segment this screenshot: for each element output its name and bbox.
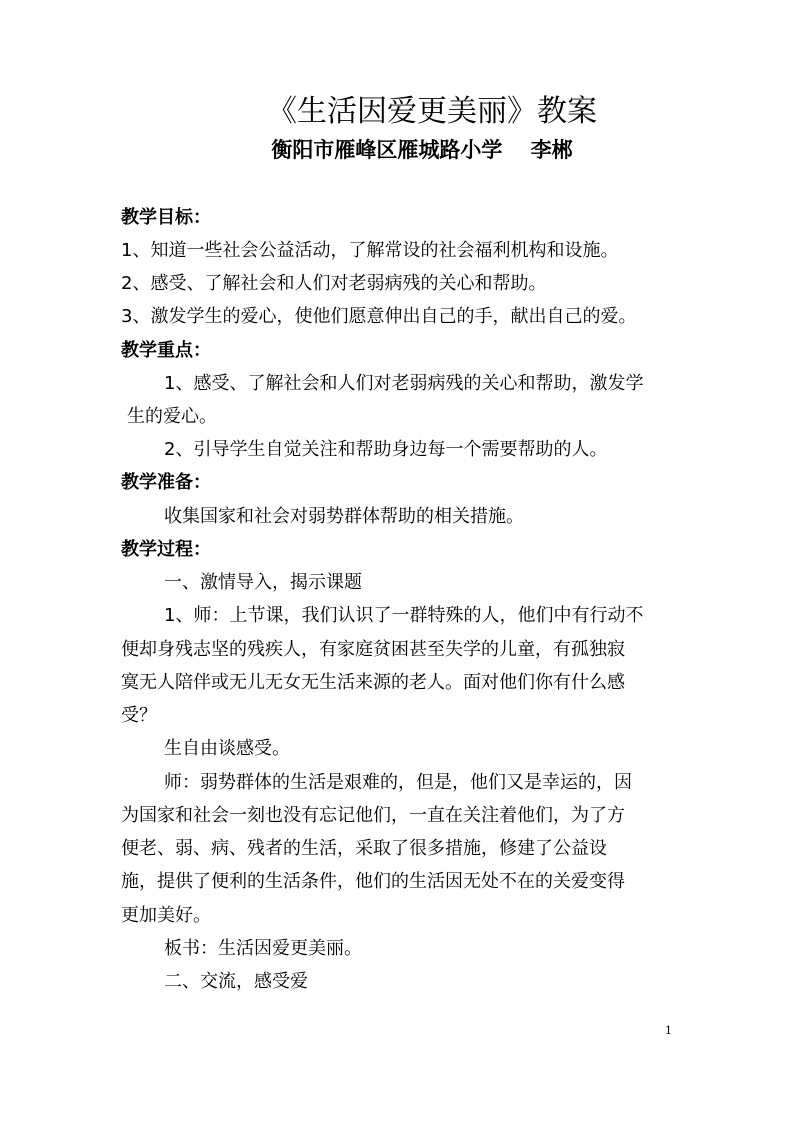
paragraph-line: 寞无人陪伴或无儿无女无生活来源的老人。面对他们你有什么感 — [121, 672, 625, 693]
heading-process: 教学过程： — [121, 539, 211, 560]
paragraph-line: 师：弱势群体的生活是艰难的，但是，他们又是幸运的，因 — [164, 772, 632, 793]
paragraph-line: 受？ — [121, 705, 157, 726]
paragraph-line: 生自由谈感受。 — [164, 738, 290, 759]
board-writing: 板书：生活因爱更美丽。 — [164, 938, 362, 959]
section-2-heading: 二、交流，感受爱 — [164, 971, 308, 992]
preparation-text: 收集国家和社会对弱势群体帮助的相关措施。 — [164, 506, 524, 527]
key-point-2: 2、引导学生自觉关注和帮助身边每一个需要帮助的人。 — [164, 439, 608, 460]
page-number: 1 — [665, 1024, 672, 1037]
heading-preparation: 教学准备： — [121, 472, 211, 493]
heading-teaching-goals: 教学目标： — [121, 207, 211, 228]
goal-3: 3、激发学生的爱心，使他们愿意伸出自己的手，献出自己的爱。 — [121, 306, 637, 327]
paragraph-line: 为国家和社会一刻也没有忘记他们，一直在关注着他们，为了方 — [121, 805, 625, 826]
key-point-1-cont: 生的爱心。 — [127, 406, 217, 427]
author-school: 衡阳市雁峰区雁城路小学 李郴 — [271, 138, 573, 162]
paragraph-line: 便老、弱、病、残者的生活，采取了很多措施，修建了公益设 — [121, 838, 607, 859]
paragraph-line: 1、师：上节课，我们认识了一群特殊的人，他们中有行动不 — [164, 605, 644, 626]
heading-key-points: 教学重点： — [121, 340, 211, 361]
key-point-1: 1、感受、了解社会和人们对老弱病残的关心和帮助，激发学 — [164, 373, 644, 394]
goal-2: 2、感受、了解社会和人们对老弱病残的关心和帮助。 — [121, 273, 547, 294]
paragraph-line: 便却身残志坚的残疾人，有家庭贫困甚至失学的儿童，有孤独寂 — [121, 639, 625, 660]
paragraph-line: 施，提供了便利的生活条件，他们的生活因无处不在的关爱变得 — [121, 871, 625, 892]
document-title: 《生活因爱更美丽》教案 — [267, 94, 597, 129]
paragraph-line: 更加美好。 — [121, 905, 211, 926]
goal-1: 1、知道一些社会公益活动，了解常设的社会福利机构和设施。 — [121, 240, 619, 261]
section-1-heading: 一、激情导入，揭示课题 — [164, 572, 362, 593]
